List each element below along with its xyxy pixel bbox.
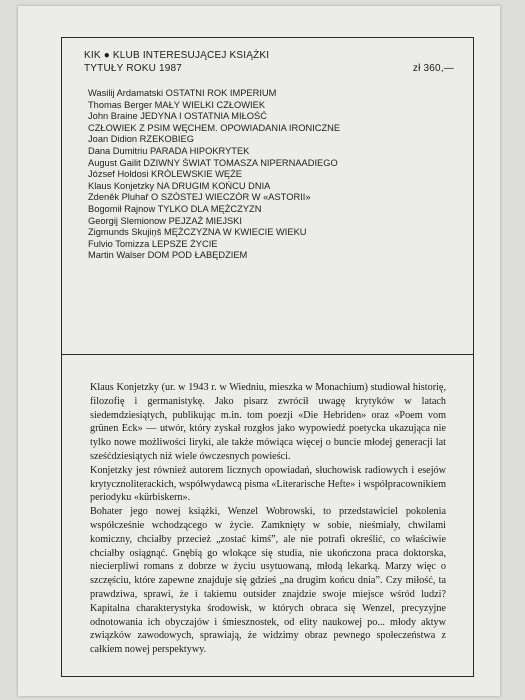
- description-paragraph: Konjetzky jest również autorem licznych opowiadań, słuchowisk radiowych i esejów krytycznoliterackich, współwydawcą pisma «Literarische Hefte» i współpracownikiem periodyku «kürbiskern».: [90, 464, 446, 504]
- series-header: [84, 50, 454, 76]
- title-item: August Gailit DZIWNY ŚWIAT TOMASZA NIPERNAADIEGO: [88, 157, 338, 168]
- cover-frame: [61, 37, 474, 677]
- title-item: CZŁOWIEK Z PSIM WĘCHEM. OPOWIADANIA IRONICZNE: [88, 122, 341, 133]
- title-item: Georgij Slemionow PEJZAŻ MIEJSKI: [88, 215, 242, 226]
- section-divider: [62, 354, 473, 355]
- book-back-cover: [18, 6, 500, 696]
- title-item: Bogomił Rajnow TYLKO DLA MĘŻCZYZN: [88, 203, 262, 214]
- title-item: Wasilij Ardamatski OSTATNI ROK IMPERIUM: [88, 88, 277, 98]
- series-line: TYTUŁY ROKU 1987: [84, 63, 183, 74]
- title-item: Zigmunds Skujiņš MĘŻCZYZNA W KWIECIE WIEKU: [88, 227, 307, 238]
- titles-list: [88, 88, 458, 262]
- title-item: Fulvio Tomizza LEPSZE ŻYCIE: [88, 238, 218, 249]
- title-item: József Holdosi KRÓLEWSKIE WĘŻE: [88, 169, 242, 180]
- publisher-line: KIK ● KLUB INTERESUJĄCEJ KSIĄŻKI: [84, 50, 270, 61]
- title-item: Dana Dumitriu PARADA HIPOKRYTEK: [88, 145, 250, 156]
- title-item: Klaus Konjetzky NA DRUGIM KOŃCU DNIA: [88, 180, 271, 191]
- title-item: Zdeněk Pluhař O SZÓSTEJ WIECZÓR W «ASTORII»: [88, 192, 311, 203]
- title-item: Martin Walser DOM POD ŁABĘDZIEM: [88, 250, 248, 261]
- title-item: Thomas Berger MAŁY WIELKI CZŁOWIEK: [88, 99, 266, 110]
- title-item: John Braine JEDYNA I OSTATNIA MIŁOŚĆ: [88, 111, 267, 122]
- book-description: [90, 381, 446, 657]
- description-paragraph: Klaus Konjetzky (ur. w 1943 r. w Wiedniu, mieszka w Monachium) studiował historię, filozofię i germanistykę. Jako pisarz zwrócił uwagę krytyków w latach siedemdziesiątych, publikując m.in. tom poezji «Die Hebriden» oraz «Poem vom grünen Eck» — utwór, który zyskał rozgłos jako wypowiedź poetycka ukazująca nie tylko nowe możliwości liryki, ale także mówiąca więcej o buncie młodej generacji lat sześćdziesiątych niż wiele ówczesnych powieści.: [90, 382, 446, 462]
- description-paragraph: Bohater jego nowej książki, Wenzel Wobrowski, to przedstawiciel pokolenia współcześnie wchodzącego w życie. Zamknięty w sobie, nieśmiały, chwilami komiczny, chciałby przecież „zostać kimś”, ale nie potrafi określić, co właściwie chciałby osiągnąć. Gnębią go wlokące się studia, nie ukończona praca doktorska, niecierpliwi romans z dobrze w życiu usytuowaną, młodą lekarką. Marzy więc o szczęściu, które zapewne znajduje się gdzieś „na drugim końcu dnia”. Czy miłość, ta prawdziwa, sprawi, że i takiemu outsider znajdzie swoje miejsce wśród ludzi? Kapitalna charakterystyka środowisk, w których obraca się Wenzel, precyzyjne odnotowania ich obyczajów i śmiesznostek, od elity naukowej po... młody aktyw związków zawodowych, sprawiają, że widzimy obraz pewnego społeczeństwa z całkiem nowej perspektywy.: [90, 506, 446, 656]
- price-label: zł 360,—: [412, 63, 454, 74]
- title-item: Joan Didion RZEKOBIEG: [88, 134, 194, 145]
